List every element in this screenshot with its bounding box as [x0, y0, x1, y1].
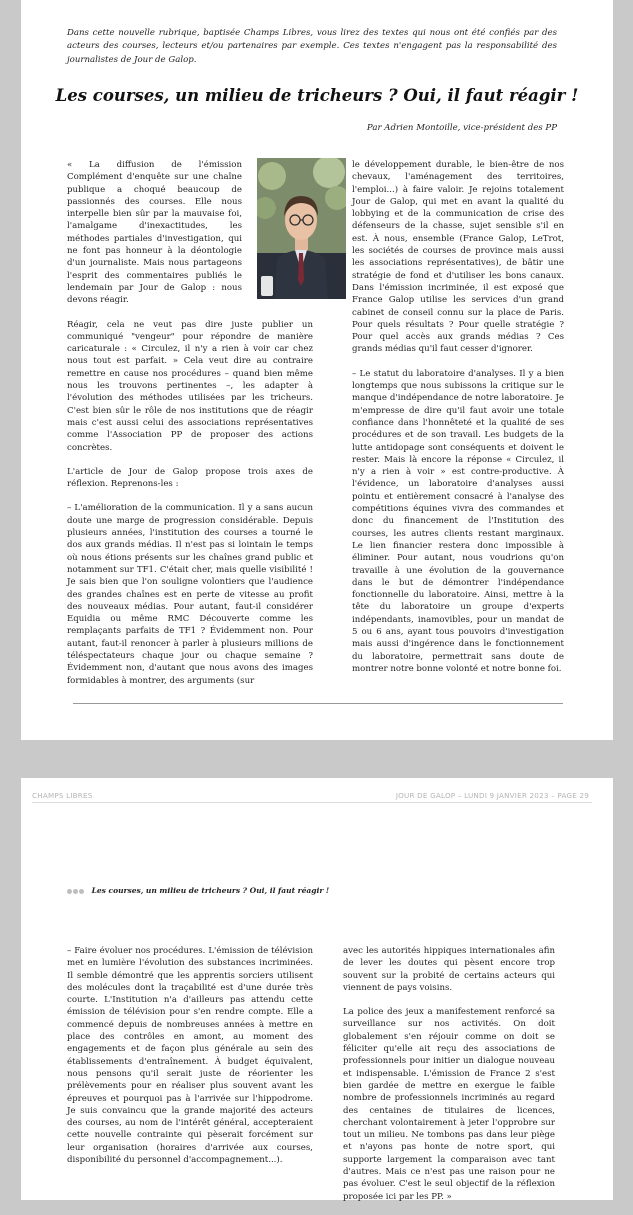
page-header-date: JOUR DE GALOP – LUNDI 9 JANVIER 2023 – PAGE 29 — [395, 791, 589, 800]
rubric-intro: Dans cette nouvelle rubrique, baptisée Champs Libres, vous lirez des textes qui nous ont été confiés par des acteurs des courses, lecteurs et/ou partenaires par exemple. Ces textes n'engagent pas la responsabilité des journalistes de Jour de Galop. — [67, 28, 557, 65]
continued-left-column — [67, 945, 313, 1178]
article-byline: Par Adrien Montoille, vice-président des PP — [366, 123, 557, 133]
paragraph: – Faire évoluer nos procédures. L'émission de télévision met en lumière l'évolution des substances incriminées. Il semble démontré que les apprentis sorciers utilisent des molécules dont la traçabilité est d'une durée très courte. L'Institution n'a d'ailleurs pas attendu cette émission de télévision pour s'en rendre compte. Elle a commencé depuis de nombreuses années à mettre en place des contrôles en amont, au moment des engagements et de façon plus générale au sein des établissements d'entraînement. À budget équivalent, nous pensons qu'il serait juste de réorienter les prélèvements pour en réaliser plus souvent avant les épreuves et pourquoi pas à l'arrivée sur l'hippodrome. Je suis convaincu que la grande majorité des acteurs des courses, au nom de l'intérêt général, accepteraient cette nouvelle contrainte qui pèserait forcément sur leur organisation (horaires d'arrivée aux courses, disponibilité du personnel d'accompagnement...). — [67, 946, 313, 1166]
section-header: CHAMPS LIBRES — [32, 791, 93, 800]
paragraph: – Le statut du laboratoire d'analyses. Il y a bien longtemps que nous subissons la critique sur le manque d'indépendance de notre laboratoire. Je m'empresse de dire qu'il faut avoir une totale confiance dans l'honnêteté et la qualité de ses procédures et de son travail. Les budgets de la lutte antidopage sont conséquents et doivent le rester. Mais là encore la réponse « Circulez, il n'y a rien à voir » est contre-productive. À l'évidence, un laboratoire d'analyses aussi pointu et entièrement consacré à l'analyse des compétitions équines vivra des commandes et donc du financement de l'Institution des courses, les autres clients restant marginaux. Le lien financier restera donc impossible à éliminer. Pour autant, nous voudrions qu'on travaille à une évolution de la gouvernance dans le but de démontrer l'indépendance fonctionnelle du laboratoire. Ainsi, mettre à la tête du laboratoire un groupe d'experts indépendants, inamovibles, pour un mandat de 5 ou 6 ans, ayant tous pouvoirs d'investigation mais aussi d'ingérence dans le fonctionnement du laboratoire, permettrait sans doute de montrer notre bonne volonté et notre bonne foi. — [352, 368, 564, 674]
paragraph: L'article de Jour de Galop propose trois axes de réflexion. Reprenons-les : — [67, 466, 313, 490]
article-left-column — [67, 159, 313, 699]
paragraph: La police des jeux a manifestement renforcé sa surveillance sur nos activités. On doit globalement s'en réjouir comme on doit se féliciter qu'elle ait reçu des associations de professionnels pour initier un dialogue nouveau et indispensable. L'émission de France 2 s'est bien gardée de mettre en exergue le faible nombre de professionnels incriminés au regard des centaines de titulaires de licences, cherchant volontairement à jeter l'opprobre sur tout un milieu. Ne tombons pas dans leur piège et n'ayons pas honte de notre sport, qui supporte largement la comparaison avec tant d'autres. Mais ce n'est pas une raison pour ne pas évoluer. C'est le seul objectif de la réflexion proposée ici par les PP. » — [343, 1007, 555, 1202]
dots-icon — [67, 887, 85, 896]
paragraph: – L'amélioration de la communication. Il y a sans aucun doute une marge de progression considérable. Depuis plusieurs années, l'institution des courses a tourné le dos aux grands médias. Il n'est pas si lointain le temps où nous étions présents sur les chaînes grand public et notamment sur TF1. C'était cher, mais quelle visibilité ! Je sais bien que l'on souligne volontiers que l'audience des grandes chaînes est en perte de vitesse au profit des nouveaux médias. Pour autant, faut-il considérer Equidia ou même RMC Découverte comme les remplaçants parfaits de TF1 ? Évidemment non. Pour autant, faut-il renoncer à parler à plusieurs millions de téléspectateurs chaque jour ou chaque semaine ? Évidemment non, d'autant que nous avons des images formidables à montrer, des arguments (sur — [67, 503, 313, 686]
page-divider — [73, 703, 563, 704]
newspaper-page-2 — [21, 778, 613, 1200]
paragraph: Réagir, cela ne veut pas dire juste publier un communiqué "vengeur" pour répondre de manière caricaturale : « Circulez, il n'y a rien à voir car chez nous tout est parfait. » Cela veut dire au contraire remettre en cause nos procédures – quand bien même nous les trouvons pertinentes –, les adapter à l'évolution des méthodes utilisées par les tricheurs. C'est bien sûr le rôle de nos institutions que de réagir mais c'est aussi celui des associations représentatives comme l'Association PP de proposer des actions concrètes. — [67, 319, 313, 453]
running-head — [67, 886, 329, 896]
header-rule — [32, 802, 592, 803]
running-head-text: Les courses, un milieu de tricheurs ? Oui, il faut réagir ! — [91, 886, 330, 895]
paragraph: avec les autorités hippiques internationales afin de lever les doutes qui pèsent encore trop souvent sur la probité de certains acteurs qui viennent de pays voisins. — [343, 946, 555, 993]
newspaper-page-1 — [21, 0, 613, 740]
article-right-column — [352, 159, 564, 687]
paragraph: le développement durable, le bien-être de nos chevaux, l'aménagement des territoires, l'emploi...) à faire valoir. Je rejoins totalement Jour de Galop, qui met en avant la qualité du lobbying et de la communication de crise des défenseurs de la chasse, sujet sensible s'il en est. À nous, ensemble (France Galop, LeTrot, les sociétés de courses de province mais aussi les associations représentatives), de bâtir une stratégie de fond et d'utiliser les bons canaux. Dans l'émission incriminée, il est exposé que France Galop utilise les services d'un grand cabinet de conseil connu sur la place de Paris. Pour quels résultats ? Pour quelle stratégie ? Pour quel accès aux grands médias ? Ces grands médias qu'il faut cesser d'ignorer. — [352, 160, 564, 355]
continued-right-column — [343, 945, 555, 1215]
paragraph: « La diffusion de l'émission Complément d'enquête sur une chaîne publique a choqué beaucoup de passionnés des courses. Elle nous interpelle bien sûr par la mauvaise foi, l'amalgame d'inexactitudes, les méthodes partiales d'investigation, qui ne font pas honneur à la déontologie d'un journaliste. Mais nous partageons l'esprit des commentaires publiés le lendemain par Jour de Galop : nous devons réagir. — [67, 160, 242, 306]
article-headline: Les courses, un milieu de tricheurs ? Oui, il faut réagir ! — [55, 86, 579, 105]
